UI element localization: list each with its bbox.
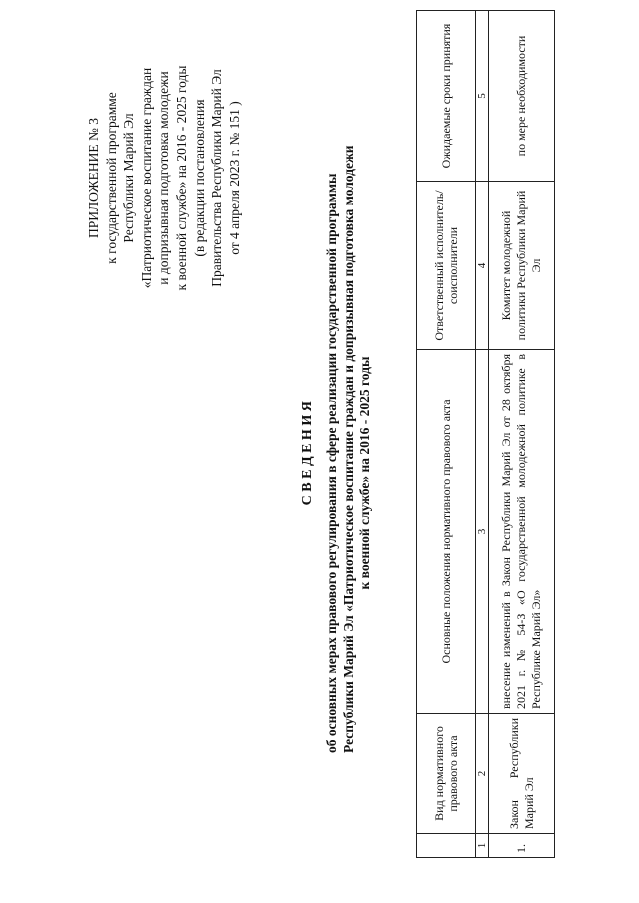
appendix-header <box>85 28 243 328</box>
document-title: СВЕДЕНИЯ <box>300 397 315 506</box>
document-subtitle <box>324 145 374 753</box>
header-cell-responsible: Ответственный исполнитель/ соисполнители <box>417 182 476 350</box>
appendix-line: к военной службе» на 2016 - 2025 годы <box>173 65 189 291</box>
appendix-line: Правительства Республики Марий Эл <box>209 69 225 287</box>
appendix-line: от 4 апреля 2023 г. № 151 ) <box>226 101 242 255</box>
column-number: 1 <box>476 834 489 858</box>
column-number: 4 <box>476 182 489 350</box>
measures-table <box>416 10 555 858</box>
appendix-line: (в редакции постановления <box>191 99 207 257</box>
appendix-line: «Патриотическое воспитание граждан <box>138 67 154 289</box>
column-number-row <box>476 11 489 858</box>
column-number: 5 <box>476 11 489 182</box>
row-provisions: внесение изменений в Закон Республики Марий Эл от 28 октября 2021 г. № 54-З «О государственной молодежной политике в Республике Марий Эл» <box>489 350 555 714</box>
appendix-line: и допризывная подготовка молодежи <box>156 71 172 285</box>
row-responsible: Комитет молодежной политики Республики Марий Эл <box>489 182 555 350</box>
table-header-row <box>417 11 476 858</box>
column-number: 2 <box>476 714 489 834</box>
appendix-line: к государственной программе <box>103 92 119 264</box>
row-index: 1. <box>489 834 555 858</box>
row-act-type: Закон Республики Марий Эл <box>489 714 555 834</box>
subtitle-line: Республики Марий Эл «Патриотическое воспитание граждан и допризывная подготовка молодежи <box>340 145 356 753</box>
column-number: 3 <box>476 350 489 714</box>
header-cell-index <box>417 834 476 858</box>
subtitle-line: об основных мерах правового регулирования в сфере реализации государственной программы <box>324 173 339 753</box>
table-row <box>489 11 555 858</box>
subtitle-line: к военной службе» на 2016 - 2025 годы <box>357 356 372 590</box>
appendix-line: Республики Марий Эл <box>121 113 137 243</box>
header-cell-type: Вид нормативного правового акта <box>417 714 476 834</box>
header-cell-deadline: Ожидаемые сроки принятия <box>417 11 476 182</box>
appendix-line: ПРИЛОЖЕНИЕ № 3 <box>86 117 101 239</box>
header-cell-provisions: Основные положения нормативного правового акта <box>417 350 476 714</box>
row-deadline: по мере необходимости <box>489 11 555 182</box>
